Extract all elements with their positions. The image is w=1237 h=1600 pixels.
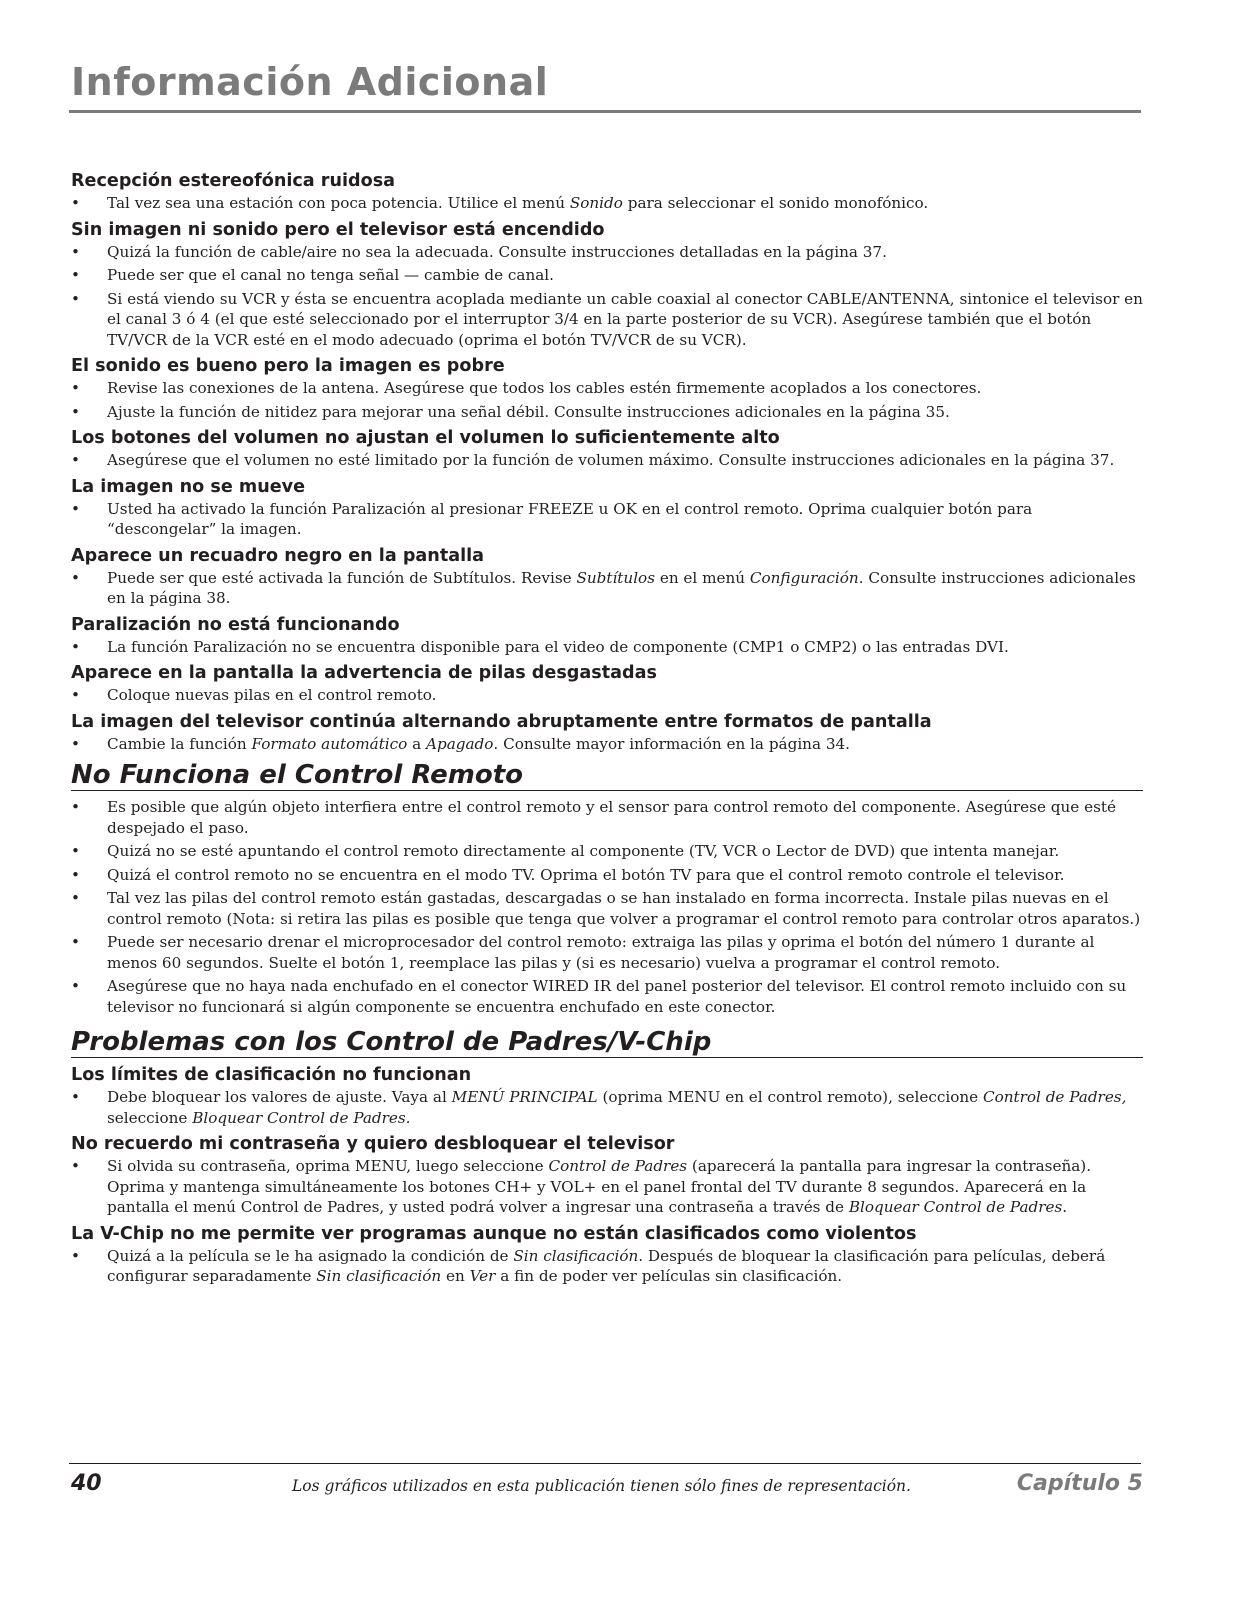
bullet-item: • Quizá a la película se le ha asignado la condición de Sin clasificación. Después de bloquear la clasificación para películas, deberá configurar separadamente Sin clasificación en Ver a fin de poder ver películas sin clasificación. — [71, 1246, 1143, 1287]
issue-group — [71, 1223, 1143, 1287]
issue-bullet-list — [71, 499, 1143, 540]
issue-heading: Sin imagen ni sonido pero el televisor está encendido — [71, 219, 605, 240]
issue-heading: Recepción estereofónica ruidosa — [71, 171, 396, 191]
bullet-item: • Puede ser que el canal no tenga señal — cambie de canal. — [71, 265, 1143, 286]
section-heading-remote: No Funciona el Control Remoto — [71, 760, 1143, 791]
issue-heading: Aparece en la pantalla la advertencia de pilas desgastadas — [71, 663, 657, 683]
bullet-item: • La función Paralización no se encuentra disponible para el video de componente (CMP1 o CMP2) o las entradas DVI. — [71, 637, 1143, 658]
footer-rule — [69, 1463, 1141, 1464]
issue-heading: Aparece un recuadro negro en la pantalla — [71, 545, 485, 566]
bullet-item: • Coloque nuevas pilas en el control remoto. — [71, 685, 1143, 706]
issue-bullet-list — [71, 1246, 1143, 1287]
bullet-item: • Usted ha activado la función Paralización al presionar FREEZE u OK en el control remoto. Oprima cualquier botón para “descongelar” la imagen. — [71, 499, 1143, 540]
issue-heading: Los límites de clasificación no funcionan — [71, 1065, 472, 1085]
bullet-item: • Es posible que algún objeto interfiera entre el control remoto y el sensor para control remoto del componente. Asegúrese que esté despejado el paso. — [71, 797, 1143, 838]
issue-heading: No recuerdo mi contraseña y quiero desbloquear el televisor — [71, 1134, 675, 1154]
issue-group — [71, 1064, 1143, 1128]
issue-group — [71, 614, 1143, 658]
bullet-item: • Quizá no se esté apuntando el control remoto directamente al componente (TV, VCR o Lector de DVD) que intenta manejar. — [71, 841, 1143, 862]
bullet-item: • Debe bloquear los valores de ajuste. Vaya al MENÚ PRINCIPAL (oprima MENU en el control remoto), seleccione Control de Padres, seleccione Bloquear Control de Padres. — [71, 1087, 1143, 1128]
bullet-item: • Ajuste la función de nitidez para mejorar una señal débil. Consulte instrucciones adicionales en la página 35. — [71, 402, 1143, 423]
issue-heading: La V-Chip no me permite ver programas aunque no están clasificados como violentos — [71, 1223, 917, 1244]
issue-group — [71, 545, 1143, 609]
issue-bullet-list — [71, 734, 1143, 755]
issue-heading: Paralización no está funcionando — [71, 614, 400, 635]
bullet-item: • Quizá el control remoto no se encuentra en el modo TV. Oprima el botón TV para que el control remoto controle el televisor. — [71, 865, 1143, 886]
issue-bullet-list — [71, 685, 1143, 706]
issue-group — [71, 1133, 1143, 1218]
page-number: 40 — [71, 1471, 102, 1496]
issue-bullet-list — [71, 242, 1143, 351]
issue-bullet-list — [71, 378, 1143, 422]
issue-group — [71, 711, 1143, 755]
footer-note: Los gráficos utilizados en esta publicación tienen sólo fines de representación. — [292, 1477, 911, 1495]
troubleshooting-list — [71, 170, 1143, 754]
issue-bullet-list — [71, 450, 1143, 471]
issue-group — [71, 662, 1143, 706]
section-heading-parental: Problemas con los Control de Padres/V-Chip — [71, 1027, 1143, 1058]
issue-heading: La imagen no se mueve — [71, 476, 306, 497]
bullet-item: • Tal vez las pilas del control remoto están gastadas, descargadas o se han instalado en forma incorrecta. Instale pilas nuevas en el control remoto (Nota: si retira las pilas es posible que tenga que volver a programar el control remoto para controlar otros aparatos.) — [71, 888, 1143, 929]
bullet-item: • Si está viendo su VCR y ésta se encuentra acoplada mediante un cable coaxial al conector CABLE/ANTENNA, sintonice el televisor en el canal 3 ó 4 (el que esté seleccionado por el interruptor 3/4 en la parte posterior de su VCR). Asegúrese también que el botón TV/VCR de la VCR esté en el modo adecuado (oprima el botón TV/VCR de su VCR). — [71, 289, 1143, 351]
issue-group — [71, 219, 1143, 351]
issue-group — [71, 170, 1143, 214]
issue-bullet-list — [71, 568, 1143, 609]
issue-group — [71, 355, 1143, 422]
bullet-item: • Tal vez sea una estación con poca potencia. Utilice el menú Sonido para seleccionar el sonido monofónico. — [71, 193, 1143, 214]
main-content — [71, 170, 1143, 1292]
bullet-item: • Quizá la función de cable/aire no sea la adecuada. Consulte instrucciones detalladas en la página 37. — [71, 242, 1143, 263]
bullet-item: • Si olvida su contraseña, oprima MENU, luego seleccione Control de Padres (aparecerá la pantalla para ingresar la contraseña). Oprima y mantenga simultáneamente los botones CH+ y VOL+ en el panel frontal del TV durante 8 segundos. Aparecerá en la pantalla el menú Control de Padres, y usted podrá volver a ingresar una contraseña a través de Bloquear Control de Padres. — [71, 1156, 1143, 1218]
issue-bullet-list — [71, 1087, 1143, 1128]
issue-group — [71, 476, 1143, 540]
bullet-item: • Revise las conexiones de la antena. Asegúrese que todos los cables estén firmemente acoplados a los conectores. — [71, 378, 1143, 399]
bullet-item: • Asegúrese que el volumen no esté limitado por la función de volumen máximo. Consulte instrucciones adicionales en la página 37. — [71, 450, 1143, 471]
chapter-label: Capítulo 5 — [1016, 1471, 1143, 1496]
parental-troubleshooting-list — [71, 1064, 1143, 1287]
bullet-item: • Cambie la función Formato automático a Apagado. Consulte mayor información en la página 34. — [71, 734, 1143, 755]
issue-bullet-list — [71, 193, 1143, 214]
issue-heading: Los botones del volumen no ajustan el volumen lo suficientemente alto — [71, 428, 780, 448]
bullet-item: • Asegúrese que no haya nada enchufado en el conector WIRED IR del panel posterior del televisor. El control remoto incluido con su televisor no funcionará si algún componente se encuentra enchufado en este conector. — [71, 976, 1143, 1017]
issue-heading: La imagen del televisor continúa alternando abruptamente entre formatos de pantalla — [71, 711, 932, 732]
issue-group — [71, 427, 1143, 471]
bullet-item: • Puede ser necesario drenar el microprocesador del control remoto: extraiga las pilas y oprima el botón del número 1 durante al menos 60 segundos. Suelte el botón 1, reemplace las pilas y (si es necesario) vuelva a programar el control remoto. — [71, 932, 1143, 973]
bullet-item: • Puede ser que esté activada la función de Subtítulos. Revise Subtítulos en el menú Configuración. Consulte instrucciones adicionales en la página 38. — [71, 568, 1143, 609]
page-title: Información Adicional — [71, 60, 549, 104]
issue-bullet-list — [71, 637, 1143, 658]
issue-bullet-list — [71, 1156, 1143, 1218]
remote-bullet-list — [71, 797, 1143, 1017]
title-rule — [69, 110, 1141, 113]
issue-heading: El sonido es bueno pero la imagen es pobre — [71, 356, 505, 376]
